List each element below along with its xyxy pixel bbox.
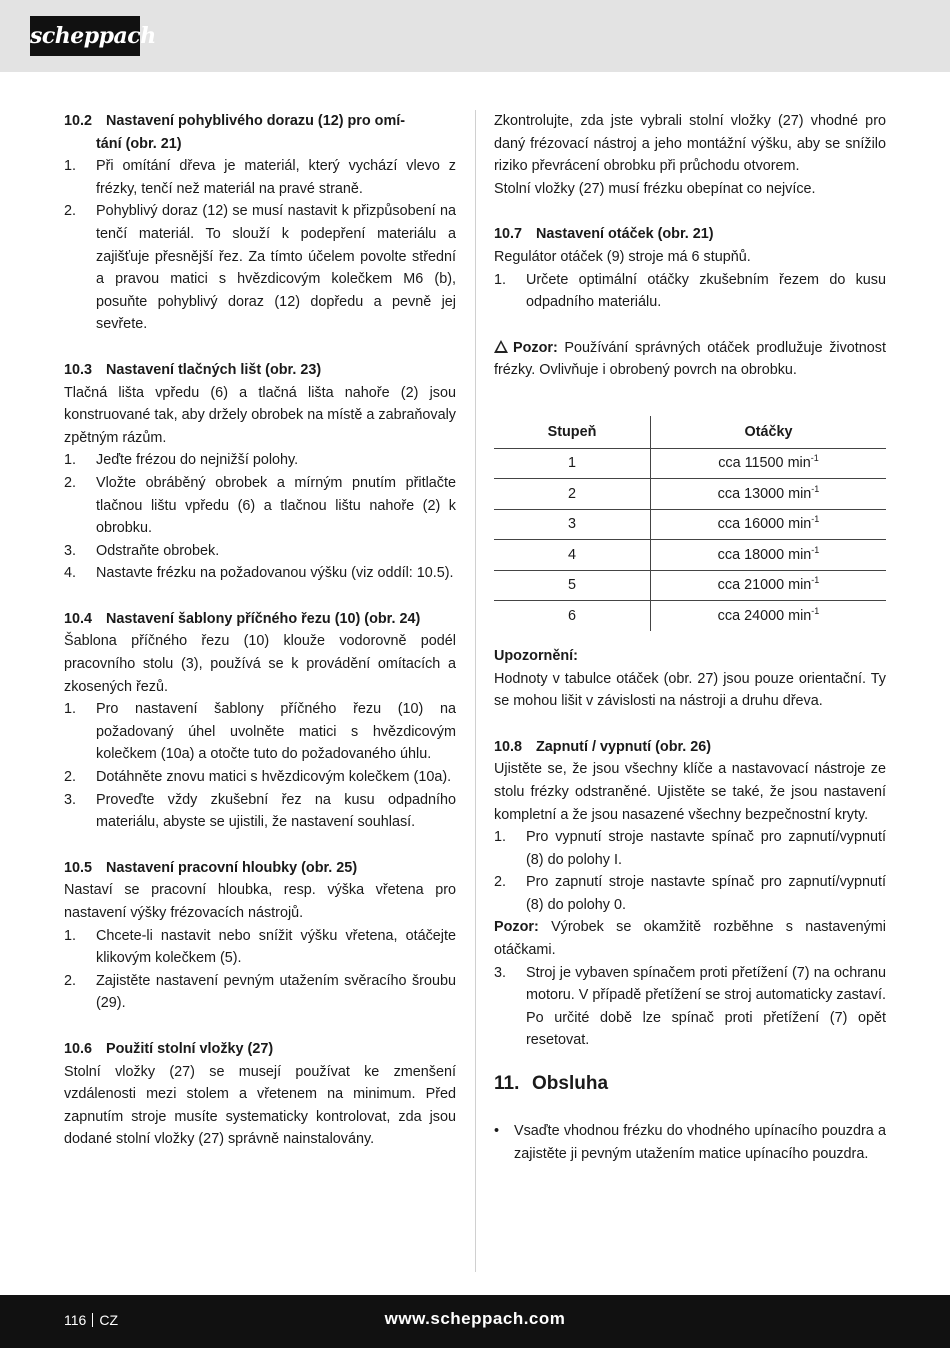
list-item: 2. Dotáhněte znovu matici s hvězdicovým kolečkem (10a). bbox=[64, 769, 452, 786]
brand-logo: scheppach bbox=[30, 16, 140, 56]
list-item: 1. Pro nastavení šablony příčného řezu (10) na požadovaný úhel uvolněte matici s hvězdicovým kolečkem (10a) a otočte tuto do požadovaného úhlu. bbox=[64, 701, 456, 763]
list-item: 2. Zajistěte nastavení pevným utažením svěracího šroubu (29). bbox=[64, 972, 456, 1012]
table-row: 4 cca 18000 $\min^{-1}$ bbox=[494, 540, 886, 571]
list-item: 1. Určete optimální otáčky zkušebním řezem do kusu odpadního materiálu. bbox=[494, 271, 886, 311]
list-item: 3. Stroj je vybaven spínačem proti přetížení (7) na ochranu motoru. V případě přetížení se stroj automaticky zastaví. Po určité době lze spínač proti přetížení (7) opět resetovat. bbox=[494, 964, 886, 1049]
note-title: Upozornění: bbox=[494, 647, 578, 664]
list-item: 1. Při omítání dřeva je materiál, který vychází vlevo z frézky, tenčí než materiál na pravé straně. bbox=[64, 158, 456, 197]
section-heading: 10.8 Zapnutí / vypnutí (obr. 26) bbox=[494, 738, 712, 755]
section-heading: 10.4 Nastavení šablony příčného řezu (10) (obr. 24) bbox=[64, 610, 421, 627]
website-url: www.scheppach.com bbox=[384, 1309, 566, 1328]
table-row: 1 cca 11500 $\min^{-1}$ bbox=[494, 448, 886, 479]
column-divider bbox=[475, 110, 476, 1272]
section-heading: 10.6 Použití stolní vložky (27) bbox=[64, 1040, 274, 1057]
warning-paragraph: Pozor: Výrobek se okamžitě rozběhne s nastavenými otáčkami. bbox=[494, 919, 886, 959]
paragraph: Šablona příčného řezu (10) klouže vodorovně podél pracovního stolu (3), používá se k provádění omítacích a zkosených řezů. bbox=[64, 633, 456, 695]
warning-triangle-icon bbox=[494, 340, 508, 353]
list-item: 2. Pro zapnutí stroje nastavte spínač pro zapnutí/vypnutí (8) do polohy 0. bbox=[494, 874, 886, 913]
bullet-item: • Vsaďte vhodnou frézku do vhodného upínacího pouzdra a zajistěte ji pevným utažením matice upínacího pouzdra. bbox=[494, 1123, 886, 1162]
speed-table bbox=[494, 416, 886, 631]
list-item: 1. Chcete-li nastavit nebo snížit výšku vřetena, otáčejte klikovým kolečkem (5). bbox=[64, 927, 456, 967]
list-item: 1. Pro vypnutí stroje nastavte spínač pro zapnutí/vypnutí (8) do polohy I. bbox=[494, 829, 886, 868]
table-header: Otáčky bbox=[744, 423, 793, 440]
paragraph: Tlačná lišta vpředu (6) a tlačná lišta nahoře (2) jsou konstruované tak, aby držely obrobek na místě a zabraňovaly zpětným rázům. bbox=[64, 384, 456, 446]
table-row: 5 cca 21000 $\min^{-1}$ bbox=[494, 570, 886, 601]
list-item: 3. Odstraňte obrobek. bbox=[64, 542, 220, 559]
section-heading: 10.2 Nastavení pohyblivého dorazu (12) pro omí- bbox=[64, 113, 406, 129]
page-header bbox=[0, 0, 950, 72]
section-heading: 10.7 Nastavení otáček (obr. 21) bbox=[494, 226, 714, 243]
paragraph: Ujistěte se, že jsou všechny klíče a nastavovací nástroje ze stolu frézky odstraněné. Ujistěte se také, že jsou nastavení kompletní a že jsou nasazené všechny bezpečnostní kryty. bbox=[494, 761, 886, 823]
list-item: 2. Pohyblivý doraz (12) se musí nastavit k přizpůsobení na tenčí materiál. To slouží k podepření materiálu a zajišťuje přesnější řez. Za tímto účelem povolte střední a pravou matici s hvězdicovým kolečkem M6 (b), posuňte pohyblivý doraz (12) dopředu a pevně jej sevřete. bbox=[64, 203, 456, 333]
table-row: 2 cca 13000 $\min^{-1}$ bbox=[494, 479, 886, 510]
paragraph: Nastaví se pracovní hloubka, resp. výška vřetena pro nastavení výšky frézovacích nástrojů. bbox=[64, 882, 456, 921]
paragraph: Stolní vložky (27) se musejí používat ke zmenšení vzdálenosti mezi stolem a vřetenem na minimum. Před zapnutím stroje musíte systematicky kontrolovat, zda jsou dodané stolní vložky (27) správně nainstalovány. bbox=[64, 1063, 456, 1148]
list-item: 1. Jeďte frézou do nejnižší polohy. bbox=[64, 452, 299, 469]
list-item: 2. Vložte obráběný obrobek a mírným pnutím přitlačte tlačnou lištu vpředu (6) a tlačnou lištu nahoře (2) k obrobku. bbox=[64, 474, 456, 537]
paragraph: Zkontrolujte, zda jste vybrali stolní vložky (27) vhodné pro daný frézovací nástroj a jeho montážní výšku, aby se snížilo riziko převrácení obrobku při průchodu otvorem. bbox=[494, 113, 886, 175]
page-number: 116 CZ bbox=[64, 1312, 118, 1328]
table-header: Stupeň bbox=[494, 416, 651, 449]
table-row: 3 cca 16000 $\min^{-1}$ bbox=[494, 509, 886, 540]
page-footer bbox=[0, 1295, 950, 1348]
table-row: 6 cca 24000 $\min^{-1}$ bbox=[494, 601, 886, 631]
paragraph: Stolní vložky (27) musí frézku obepínat co nejvíce. bbox=[494, 180, 816, 197]
list-item: 4. Nastavte frézku na požadovanou výšku (viz oddíl: 10.5). bbox=[64, 565, 454, 582]
section-heading: 10.5 Nastavení pracovní hloubky (obr. 25) bbox=[64, 859, 358, 876]
section-heading: 10.3 Nastavení tlačných lišt (obr. 23) bbox=[64, 361, 322, 378]
warning-paragraph: Pozor: Používání správných otáček prodlužuje životnost frézky. Ovlivňuje i obrobený povrch na obrobku. bbox=[494, 339, 886, 379]
left-column bbox=[64, 110, 456, 1151]
chapter-heading: 11. Obsluha bbox=[494, 1073, 609, 1095]
paragraph: Regulátor otáček (9) stroje má 6 stupňů. bbox=[494, 248, 751, 265]
list-item: 3. Proveďte vždy zkušební řez na kusu odpadního materiálu, abyste se ujistili, že nastavení souhlasí. bbox=[64, 791, 456, 831]
paragraph: Hodnoty v tabulce otáček (obr. 27) jsou pouze orientační. Ty se mohou lišit v závislosti na nástroji a druhu dřeva. bbox=[494, 670, 886, 710]
right-column bbox=[494, 110, 886, 1165]
section-heading-cont: tání (obr. 21) bbox=[96, 135, 182, 152]
